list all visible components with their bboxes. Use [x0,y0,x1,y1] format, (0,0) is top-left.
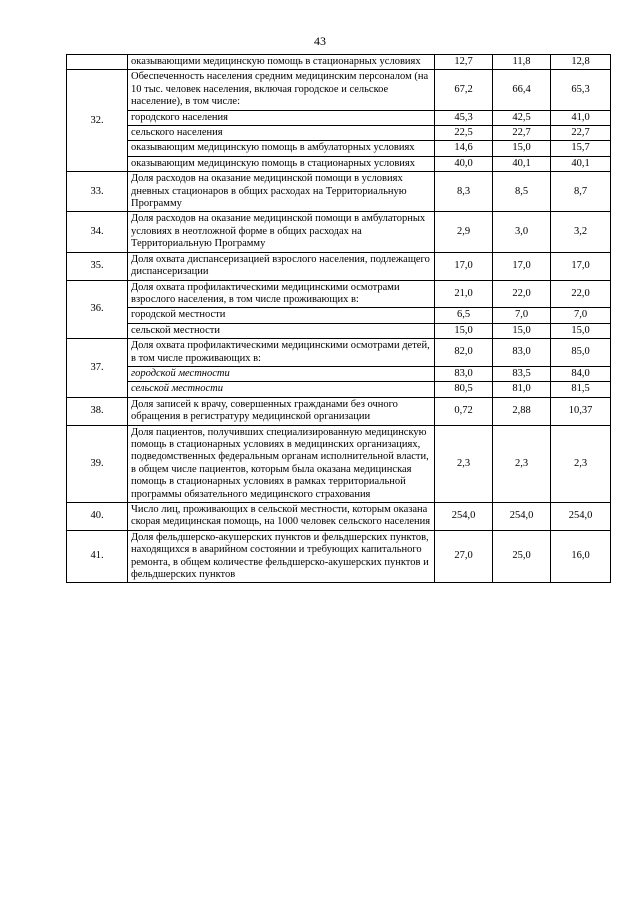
row-description: Доля охвата профилактическими медицинскими осмотрами взрослого населения, в том числе проживающих в: [128,280,435,308]
table-row [67,503,611,531]
value-cell: 2,3 [493,425,551,502]
row-number: 33. [67,172,128,212]
value-cell: 15,7 [551,141,611,156]
row-description: оказывающими медицинскую помощь в стационарных условиях [128,55,435,70]
value-cell: 17,0 [435,252,493,280]
table-row [67,280,611,308]
value-cell: 254,0 [435,503,493,531]
table-row [67,530,611,583]
row-number: 34. [67,212,128,252]
value-cell: 12,8 [551,55,611,70]
value-cell: 67,2 [435,70,493,110]
table-row [67,252,611,280]
value-cell: 84,0 [551,366,611,381]
value-cell: 66,4 [493,70,551,110]
value-cell: 83,0 [435,366,493,381]
row-description: сельской местности [128,382,435,397]
table-row [67,397,611,425]
row-description: Число лиц, проживающих в сельской местности, которым оказана скорая медицинская помощь, на 1000 человек сельского населения [128,503,435,531]
row-number: 41. [67,530,128,583]
value-cell: 16,0 [551,530,611,583]
table-row [67,212,611,252]
value-cell: 40,1 [551,156,611,171]
value-cell: 22,0 [551,280,611,308]
value-cell: 85,0 [551,339,611,367]
table-row [67,425,611,502]
value-cell: 7,0 [493,308,551,323]
value-cell: 21,0 [435,280,493,308]
page-number: 43 [314,34,326,48]
table-row [67,141,611,156]
value-cell: 40,1 [493,156,551,171]
value-cell: 25,0 [493,530,551,583]
value-cell: 12,7 [435,55,493,70]
row-description: Доля охвата диспансеризацией взрослого населения, подлежащего диспансеризации [128,252,435,280]
row-description: сельской местности [128,323,435,338]
value-cell: 15,0 [551,323,611,338]
value-cell: 81,0 [493,382,551,397]
value-cell: 40,0 [435,156,493,171]
row-description: Доля пациентов, получивших специализированную медицинскую помощь в стационарных условиях в медицинских организациях, подведомственных федеральным органам исполнительной власти, в общем числе пациентов, которым была оказана медицинская помощь в стационарных условиях в рамках территориальной программы обязательного медицинского страхования [128,425,435,502]
row-number [67,55,128,70]
row-description: Доля фельдшерско-акушерских пунктов и фельдшерских пунктов, находящихся в аварийном состоянии и требующих капитального ремонта, в общем количестве фельдшерско-акушерских пунктов и фельдшерских пунктов [128,530,435,583]
value-cell: 6,5 [435,308,493,323]
value-cell: 41,0 [551,110,611,125]
value-cell: 22,5 [435,126,493,141]
value-cell: 8,7 [551,172,611,212]
value-cell: 83,0 [493,339,551,367]
row-description: Обеспеченность населения средним медицинским персоналом (на 10 тыс. человек населения, включая городское и сельское население), в том числе: [128,70,435,110]
value-cell: 2,3 [435,425,493,502]
table-row [67,366,611,381]
row-number: 39. [67,425,128,502]
value-cell: 7,0 [551,308,611,323]
table-row [67,382,611,397]
value-cell: 80,5 [435,382,493,397]
table-row [67,323,611,338]
value-cell: 2,88 [493,397,551,425]
value-cell: 22,0 [493,280,551,308]
row-description: городской местности [128,366,435,381]
table-row [67,339,611,367]
value-cell: 15,0 [493,323,551,338]
value-cell: 14,6 [435,141,493,156]
value-cell: 8,5 [493,172,551,212]
value-cell: 27,0 [435,530,493,583]
value-cell: 15,0 [493,141,551,156]
row-number: 36. [67,280,128,339]
row-description: Доля охвата профилактическими медицинскими осмотрами детей, в том числе проживающих в: [128,339,435,367]
row-description: оказывающим медицинскую помощь в амбулаторных условиях [128,141,435,156]
value-cell: 3,2 [551,212,611,252]
row-description: оказывающим медицинскую помощь в стационарных условиях [128,156,435,171]
row-description: городского населения [128,110,435,125]
value-cell: 22,7 [493,126,551,141]
row-number: 32. [67,70,128,172]
value-cell: 0,72 [435,397,493,425]
value-cell: 254,0 [493,503,551,531]
value-cell: 3,0 [493,212,551,252]
table-row [67,172,611,212]
value-cell: 17,0 [551,252,611,280]
row-description: Доля расходов на оказание медицинской помощи в амбулаторных условиях в неотложной форме в общих расходах на Территориальную Программу [128,212,435,252]
row-description: сельского населения [128,126,435,141]
value-cell: 254,0 [551,503,611,531]
row-number: 38. [67,397,128,425]
table-row [67,55,611,70]
value-cell: 82,0 [435,339,493,367]
value-cell: 10,37 [551,397,611,425]
value-cell: 17,0 [493,252,551,280]
value-cell: 11,8 [493,55,551,70]
table-row [67,156,611,171]
value-cell: 8,3 [435,172,493,212]
table-row [67,308,611,323]
value-cell: 15,0 [435,323,493,338]
value-cell: 2,9 [435,212,493,252]
value-cell: 42,5 [493,110,551,125]
value-cell: 83,5 [493,366,551,381]
row-description: Доля записей к врачу, совершенных гражданами без очного обращения в регистратуру медицинской организации [128,397,435,425]
indicators-table [66,54,611,583]
table-row [67,110,611,125]
value-cell: 65,3 [551,70,611,110]
value-cell: 81,5 [551,382,611,397]
row-number: 35. [67,252,128,280]
table-row [67,126,611,141]
row-number: 37. [67,339,128,398]
value-cell: 22,7 [551,126,611,141]
table-row [67,70,611,110]
value-cell: 2,3 [551,425,611,502]
row-description: Доля расходов на оказание медицинской помощи в условиях дневных стационаров в общих расходах на Территориальную Программу [128,172,435,212]
value-cell: 45,3 [435,110,493,125]
row-description: городской местности [128,308,435,323]
row-number: 40. [67,503,128,531]
